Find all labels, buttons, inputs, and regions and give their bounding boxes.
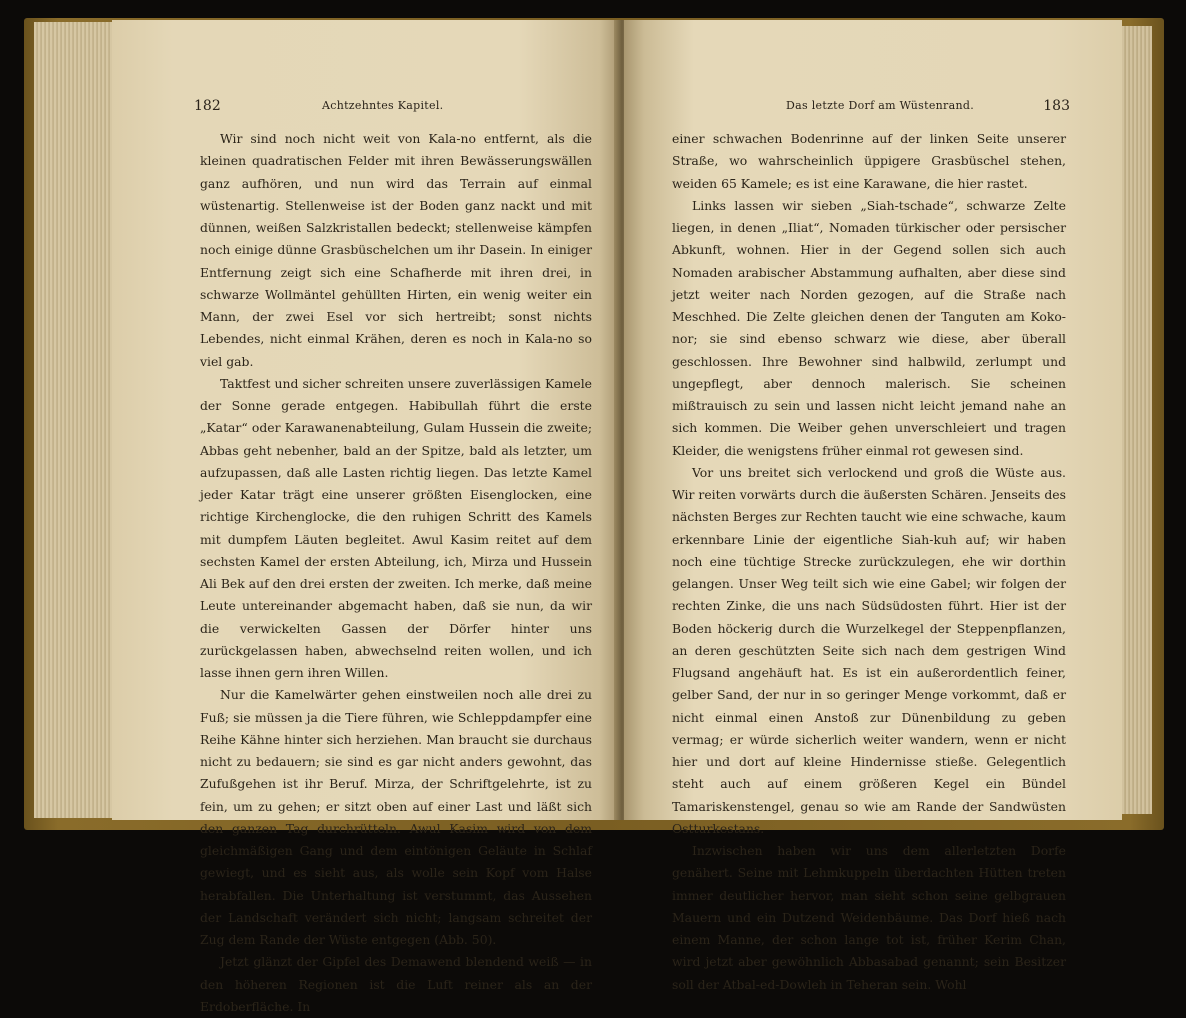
paragraph: Nur die Kamelwärter gehen einstweilen noch alle drei zu Fuß; sie müssen ja die Tiere führen, wie Schleppdampfer eine Reihe Kähne hinter sich herziehen. Man braucht sie durchaus nicht zu bedauern; sie sind es gar nicht anders gewohnt, das Zufußgehen ist ihr Beruf. Mirza, der Schriftgelehrte, ist zu fein, um zu gehen; er sitzt oben auf einer Last und läßt sich den ganzen Tag durchrütteln. Awul Kasim wird von dem gleichmäßigen Gang und dem eintönigen Geläute in Schlaf gewiegt, und es sieht aus, als wolle sein Kopf vom Halse herabfallen. Die Unterhaltung ist verstummt, das Aussehen der Landschaft verändert sich nicht; langsam schreitet der Zug dem Rande der Wüste entgegen (Abb. 50). xyxy=(200,687,592,947)
left-running-head xyxy=(194,94,484,118)
section-title: Das letzte Dorf am Wüstenrand. xyxy=(786,99,974,112)
page-number: 183 xyxy=(1043,98,1070,114)
left-page xyxy=(112,20,620,1014)
right-running-head xyxy=(652,94,1070,118)
right-body-text xyxy=(672,128,1066,996)
paragraph: Links lassen wir sieben „Siah-tschade“, schwarze Zelte liegen, in denen „Iliat“, Nomaden türkischer oder persischer Abkunft, wohnen. Hier in der Gegend sollen sich auch Nomaden arabischer Abstammung aufhalten, aber diese sind jetzt weiter nach Norden gezogen, auf die Straße nach Meschhed. Die Zelte gleichen denen der Tanguten am Koko-nor; sie sind ebenso schwarz wie diese, aber überall geschlossen. Ihre Bewohner sind halbwild, zerlumpt und ungepflegt, aber dennoch malerisch. Sie scheinen mißtrauisch zu sein und lassen nicht leicht jemand nahe an sich kommen. Die Weiber gehen unverschleiert und tragen Kleider, die wenigstens früher einmal rot gewesen sind. xyxy=(672,197,1066,458)
paragraph: Jetzt glänzt der Gipfel des Demawend blendend weiß — in den höheren Regionen ist die Luft reiner als an der Erdoberfläche. In xyxy=(200,954,592,1014)
page-edges-left xyxy=(34,22,114,818)
right-page xyxy=(624,20,1122,992)
paragraph: Inzwischen haben wir uns dem allerletzten Dorfe genähert. Seine mit Lehmkuppeln überdachten Hütten treten immer deutlicher hervor, man sieht schon seine gelbgrauen Mauern und ein Dutzend Weidenbäume. Das Dorf hieß nach einem Manne, der schon lange tot ist, früher Kerim Chan, wird jetzt aber gewöhnlich Abbasabad genannt; sein Besitzer soll der Atbal-ed-Dowleh in Teheran sein. Wohl xyxy=(672,843,1066,992)
paragraph: einer schwachen Bodenrinne auf der linken Seite unserer Straße, wo wahrscheinlich üppigere Grasbüschel stehen, weiden 65 Kamele; es ist eine Karawane, die hier rastet. xyxy=(672,131,1066,191)
paragraph: Vor uns breitet sich verlockend und groß die Wüste aus. Wir reiten vorwärts durch die äußersten Schären. Jenseits des nächsten Berges zur Rechten taucht wie eine schwache, kaum erkennbare Linie der eigentliche Siah-kuh auf; wir haben noch eine tüchtige Strecke zurückzulegen, ehe wir dorthin gelangen. Unser Weg teilt sich wie eine Gabel; wir folgen der rechten Zinke, die uns nach Südsüdosten führt. Hier ist der Boden höckerig durch die Wurzelkegel der Steppenpflanzen, an deren geschützten Seite sich nach dem gestrigen Wind Flugsand angehäuft hat. Es ist ein außerordentlich feiner, gelber Sand, der nur in so geringer Menge vorkommt, daß er nicht einmal einen Anstoß zur Dünenbildung zu geben vermag; er würde sicherlich weiter wandern, wenn er nicht hier und dort auf kleine Hindernisse stieße. Gelegentlich steht auch auf einem größeren Kegel ein Bündel Tamariskenstengel, genau so wie am Rande der Sandwüsten Ostturkestans. xyxy=(672,464,1066,836)
left-body-text xyxy=(200,128,592,1018)
chapter-title: Achtzehntes Kapitel. xyxy=(322,99,444,112)
paragraph: Wir sind noch nicht weit von Kala-no entfernt, als die kleinen quadratischen Felder mit ihren Bewässerungswällen ganz aufhören, und nun wird das Terrain auf einmal wüstenartig. Stellenweise ist der Boden ganz nackt und mit dünnen, weißen Salzkristallen bedeckt; stellenweise kämpfen noch einige dünne Grasbüschelchen um ihr Dasein. In einiger Entfernung zeigt sich eine Schafherde mit ihren drei, in schwarze Wollmäntel gehüllten Hirten, ein wenig weiter ein Mann, der zwei Esel vor sich hertreibt; sonst nichts Lebendes, nicht einmal Krähen, deren es noch in Kala-no so viel gab. xyxy=(200,131,592,369)
paragraph: Taktfest und sicher schreiten unsere zuverlässigen Kamele der Sonne gerade entgegen. Habibullah führt die erste „Katar“ oder Karawanenabteilung, Gulam Hussein die zweite; Abbas geht nebenher, bald an der Spitze, bald als letzter, um aufzupassen, daß alle Lasten richtig liegen. Das letzte Kamel jeder Katar trägt eine unserer größten Eisenglocken, eine richtige Kirchenglocke, die den ruhigen Schritt des Kamels mit dumpfem Läuten begleitet. Awul Kasim reitet auf dem sechsten Kamel der ersten Abteilung, ich, Mirza und Hussein Ali Bek auf den drei ersten der zweiten. Ich merke, daß meine Leute untereinander abgemacht haben, daß sie nun, da wir die verwickelten Gassen der Dörfer hinter uns zurückgelassen haben, abwechselnd reiten wollen, und ich lasse ihnen gern ihren Willen. xyxy=(200,375,592,680)
page-edges-right xyxy=(1122,26,1152,814)
page-number: 182 xyxy=(194,98,221,114)
